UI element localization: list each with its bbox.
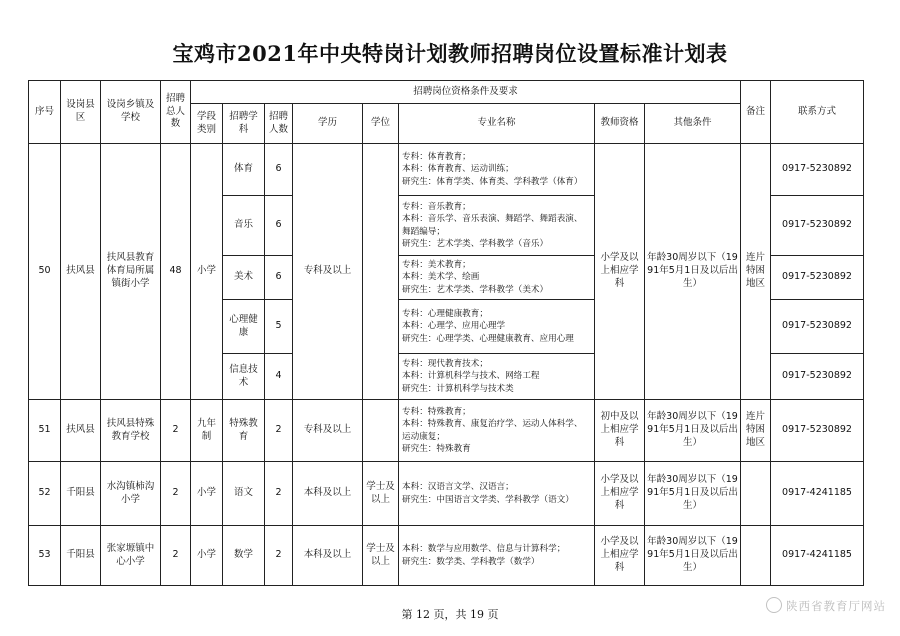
header-school: 设岗乡镇及学校 bbox=[101, 81, 161, 144]
cell-seq: 50 bbox=[29, 144, 61, 400]
cell-count: 2 bbox=[265, 526, 293, 586]
cell-contact: 0917-5230892 bbox=[771, 144, 864, 196]
cell-contact: 0917-5230892 bbox=[771, 300, 864, 354]
header-major: 专业名称 bbox=[399, 104, 595, 144]
cell-major: 本科：数学与应用数学、信息与计算科学； 研究生：数学类、学科教学（数学） bbox=[399, 526, 595, 586]
table-header-row-1 bbox=[29, 81, 864, 104]
header-county: 设岗县区 bbox=[61, 81, 101, 144]
cell-remark: 连片特困地区 bbox=[741, 144, 771, 400]
header-total: 招聘总人数 bbox=[161, 81, 191, 144]
cell-contact: 0917-4241185 bbox=[771, 526, 864, 586]
cell-other: 年龄30周岁以下（1991年5月1日及以后出生） bbox=[645, 526, 741, 586]
cell-school: 水沟镇柿沟小学 bbox=[101, 462, 161, 526]
cell-cert: 小学及以上相应学科 bbox=[595, 526, 645, 586]
cell-seq: 52 bbox=[29, 462, 61, 526]
header-cert: 教师资格 bbox=[595, 104, 645, 144]
cell-contact: 0917-5230892 bbox=[771, 196, 864, 256]
cell-county: 扶风县 bbox=[61, 144, 101, 400]
cell-contact: 0917-5230892 bbox=[771, 256, 864, 300]
cell-subject: 体育 bbox=[223, 144, 265, 196]
cell-degree bbox=[363, 144, 399, 400]
header-education: 学历 bbox=[293, 104, 363, 144]
cell-count: 2 bbox=[265, 462, 293, 526]
header-seq: 序号 bbox=[29, 81, 61, 144]
cell-degree bbox=[363, 400, 399, 462]
page-number: 第 12 页，共 19 页 bbox=[401, 608, 499, 621]
cell-count: 6 bbox=[265, 256, 293, 300]
cell-other: 年龄30周岁以下（1991年5月1日及以后出生） bbox=[645, 400, 741, 462]
header-subject: 招聘学科 bbox=[223, 104, 265, 144]
recruitment-table bbox=[28, 80, 864, 586]
cell-stage: 小学 bbox=[191, 144, 223, 400]
cell-education: 本科及以上 bbox=[293, 462, 363, 526]
cell-count: 2 bbox=[265, 400, 293, 462]
cell-seq: 53 bbox=[29, 526, 61, 586]
watermark-text: 陕西省教育厅网站 bbox=[786, 599, 886, 613]
cell-cert: 小学及以上相应学科 bbox=[595, 462, 645, 526]
page-title: 宝鸡市2021年中央特岗计划教师招聘岗位设置标准计划表 bbox=[172, 41, 728, 66]
cell-school: 张家塬镇中心小学 bbox=[101, 526, 161, 586]
header-count: 招聘人数 bbox=[265, 104, 293, 144]
cell-subject: 音乐 bbox=[223, 196, 265, 256]
cell-stage: 九年制 bbox=[191, 400, 223, 462]
cell-cert: 初中及以上相应学科 bbox=[595, 400, 645, 462]
cell-subject: 特殊教育 bbox=[223, 400, 265, 462]
table-row bbox=[29, 462, 864, 526]
emblem-icon bbox=[766, 597, 782, 613]
header-group: 招聘岗位资格条件及要求 bbox=[191, 81, 741, 104]
cell-education: 本科及以上 bbox=[293, 526, 363, 586]
cell-count: 5 bbox=[265, 300, 293, 354]
cell-education: 专科及以上 bbox=[293, 400, 363, 462]
cell-contact: 0917-4241185 bbox=[771, 462, 864, 526]
cell-count: 6 bbox=[265, 196, 293, 256]
cell-total: 2 bbox=[161, 462, 191, 526]
cell-subject: 美术 bbox=[223, 256, 265, 300]
table-row bbox=[29, 526, 864, 586]
cell-cert: 小学及以上相应学科 bbox=[595, 144, 645, 400]
cell-total: 2 bbox=[161, 526, 191, 586]
cell-count: 4 bbox=[265, 354, 293, 400]
cell-total: 48 bbox=[161, 144, 191, 400]
header-other: 其他条件 bbox=[645, 104, 741, 144]
cell-other: 年龄30周岁以下（1991年5月1日及以后出生） bbox=[645, 144, 741, 400]
cell-total: 2 bbox=[161, 400, 191, 462]
cell-degree: 学士及以上 bbox=[363, 526, 399, 586]
table-row bbox=[29, 400, 864, 462]
cell-major: 专科：体育教育； 本科：体育教育、运动训练； 研究生：体育学类、体育类、学科教学（体育） bbox=[399, 144, 595, 196]
cell-major: 本科：汉语言文学、汉语言； 研究生：中国语言文学类、学科教学（语文） bbox=[399, 462, 595, 526]
cell-county: 千阳县 bbox=[61, 526, 101, 586]
header-degree: 学位 bbox=[363, 104, 399, 144]
cell-county: 千阳县 bbox=[61, 462, 101, 526]
cell-major: 专科：心理健康教育； 本科：心理学、应用心理学 研究生：心理学类、心理健康教育、应用心理 bbox=[399, 300, 595, 354]
cell-major: 专科：特殊教育； 本科：特殊教育、康复治疗学、运动人体科学、运动康复； 研究生：特殊教育 bbox=[399, 400, 595, 462]
cell-stage: 小学 bbox=[191, 462, 223, 526]
cell-remark bbox=[741, 462, 771, 526]
cell-subject: 信息技术 bbox=[223, 354, 265, 400]
cell-contact: 0917-5230892 bbox=[771, 354, 864, 400]
cell-subject: 数学 bbox=[223, 526, 265, 586]
header-remark: 备注 bbox=[741, 81, 771, 144]
cell-remark: 连片特困地区 bbox=[741, 400, 771, 462]
cell-school: 扶风县教育体育局所属镇街小学 bbox=[101, 144, 161, 400]
cell-other: 年龄30周岁以下（1991年5月1日及以后出生） bbox=[645, 462, 741, 526]
watermark bbox=[766, 597, 886, 614]
cell-major: 专科：音乐教育； 本科：音乐学、音乐表演、舞蹈学、舞蹈表演、舞蹈编导； 研究生：艺术学类、学科教学（音乐） bbox=[399, 196, 595, 256]
cell-county: 扶风县 bbox=[61, 400, 101, 462]
cell-subject: 语文 bbox=[223, 462, 265, 526]
cell-subject: 心理健康 bbox=[223, 300, 265, 354]
header-contact: 联系方式 bbox=[771, 81, 864, 144]
cell-stage: 小学 bbox=[191, 526, 223, 586]
header-stage: 学段类别 bbox=[191, 104, 223, 144]
cell-major: 专科：美术教育； 本科：美术学、绘画 研究生：艺术学类、学科教学（美术） bbox=[399, 256, 595, 300]
cell-remark bbox=[741, 526, 771, 586]
cell-school: 扶风县特殊教育学校 bbox=[101, 400, 161, 462]
cell-major: 专科：现代教育技术； 本科：计算机科学与技术、网络工程 研究生：计算机科学与技术类 bbox=[399, 354, 595, 400]
table-row bbox=[29, 144, 864, 196]
cell-education: 专科及以上 bbox=[293, 144, 363, 400]
cell-seq: 51 bbox=[29, 400, 61, 462]
cell-count: 6 bbox=[265, 144, 293, 196]
cell-degree: 学士及以上 bbox=[363, 462, 399, 526]
cell-contact: 0917-5230892 bbox=[771, 400, 864, 462]
